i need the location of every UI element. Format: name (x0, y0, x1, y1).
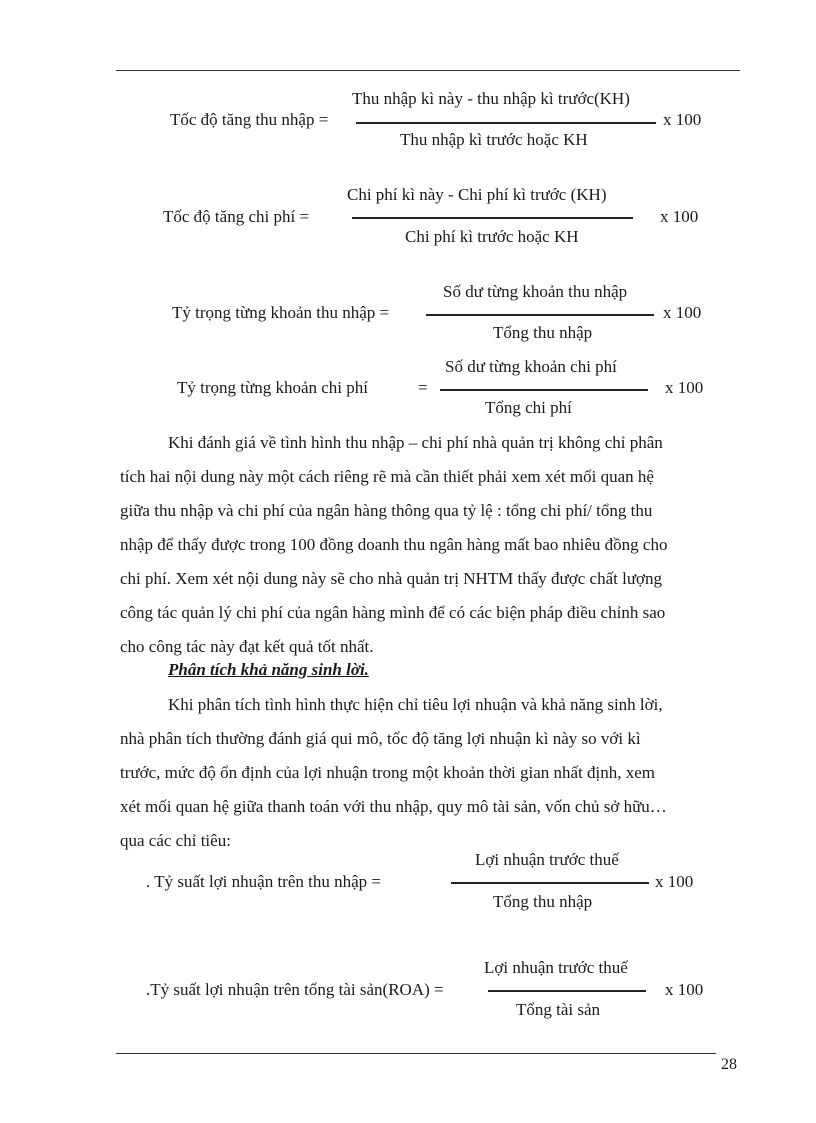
paragraph-line: xét mối quan hệ giữa thanh toán với thu nhập, quy mô tài sản, vốn chủ sở hữu… (120, 797, 667, 816)
fraction-bar (488, 990, 646, 992)
formula-denominator: Chi phí kì trước hoặc KH (405, 227, 579, 246)
formula-numerator: Số dư từng khoản chi phí (445, 357, 617, 376)
paragraph-income-cost (120, 426, 742, 664)
formula-denominator: Thu nhập kì trước hoặc KH (400, 130, 588, 149)
paragraph-line: công tác quản lý chi phí của ngân hàng mình để có các biện pháp điều chỉnh sao (120, 603, 666, 622)
paragraph-line: nhập để thấy được trong 100 đồng doanh thu ngân hàng mất bao nhiêu đồng cho (120, 535, 668, 554)
formula-denominator: Tổng thu nhập (493, 323, 593, 342)
paragraph-line: Khi phân tích tình hình thực hiện chỉ tiêu lợi nhuận và khả năng sinh lời, (168, 695, 663, 714)
paragraph-line: giữa thu nhập và chi phí của ngân hàng thông qua tỷ lệ : tổng chi phí/ tổng thu (120, 501, 653, 520)
formula-numerator: Lợi nhuận trước thuế (484, 958, 628, 977)
paragraph-line: nhà phân tích thường đánh giá qui mô, tốc độ tăng lợi nhuận kì này so với kì (120, 729, 641, 748)
formula-label: Tỷ trọng từng khoản chi phí (177, 378, 368, 397)
paragraph-profitability (120, 688, 742, 858)
paragraph-line: chi phí. Xem xét nội dung này sẽ cho nhà quản trị NHTM thấy được chất lượng (120, 569, 663, 588)
footer-rule (116, 1053, 716, 1054)
formula-denominator: Tổng tài sản (516, 1000, 601, 1019)
formula-label: . Tỷ suất lợi nhuận trên thu nhập = (146, 872, 381, 891)
formula-label: Tỷ trọng từng khoản thu nhập = (172, 303, 390, 322)
formula-multiplier: x 100 (663, 110, 702, 129)
formula-numerator: Thu nhập kì này - thu nhập kì trước(KH) (352, 89, 630, 108)
header-rule (116, 70, 740, 71)
paragraph-line: tích hai nội dung này một cách riêng rẽ mà cần thiết phải xem xét mối quan hệ (120, 467, 654, 486)
formula-multiplier: x 100 (663, 303, 702, 322)
paragraph-line: trước, mức độ ổn định của lợi nhuận trong một khoản thời gian nhất định, xem (120, 763, 656, 782)
page-number: 28 (721, 1056, 737, 1073)
formula-numerator: Lợi nhuận trước thuế (475, 850, 619, 869)
formula-label: Tốc độ tăng thu nhập = (170, 110, 329, 129)
fraction-bar (426, 314, 654, 316)
formula-label: Tốc độ tăng chi phí = (163, 207, 310, 226)
formula-multiplier: x 100 (655, 872, 694, 891)
formula-multiplier: x 100 (660, 207, 699, 226)
paragraph-line: qua các chỉ tiêu: (120, 831, 231, 850)
fraction-bar (440, 389, 648, 391)
formula-equals: = (418, 378, 428, 397)
section-heading: Phân tích khả năng sinh lời. (168, 660, 369, 679)
fraction-bar (352, 217, 633, 219)
fraction-bar (451, 882, 649, 884)
formula-denominator: Tổng chi phí (485, 398, 572, 417)
formula-label: .Tỷ suất lợi nhuận trên tổng tài sản(ROA) = (146, 980, 444, 999)
formula-numerator: Chi phí kì này - Chi phí kì trước (KH) (347, 185, 607, 204)
paragraph-line: Khi đánh giá về tình hình thu nhập – chi phí nhà quản trị không chỉ phân (168, 433, 663, 452)
fraction-bar (356, 122, 656, 124)
formula-numerator: Số dư từng khoản thu nhập (443, 282, 628, 301)
formula-multiplier: x 100 (665, 378, 704, 397)
paragraph-line: cho công tác này đạt kết quả tốt nhất. (120, 637, 374, 656)
formula-multiplier: x 100 (665, 980, 704, 999)
formula-denominator: Tổng thu nhập (493, 892, 593, 911)
